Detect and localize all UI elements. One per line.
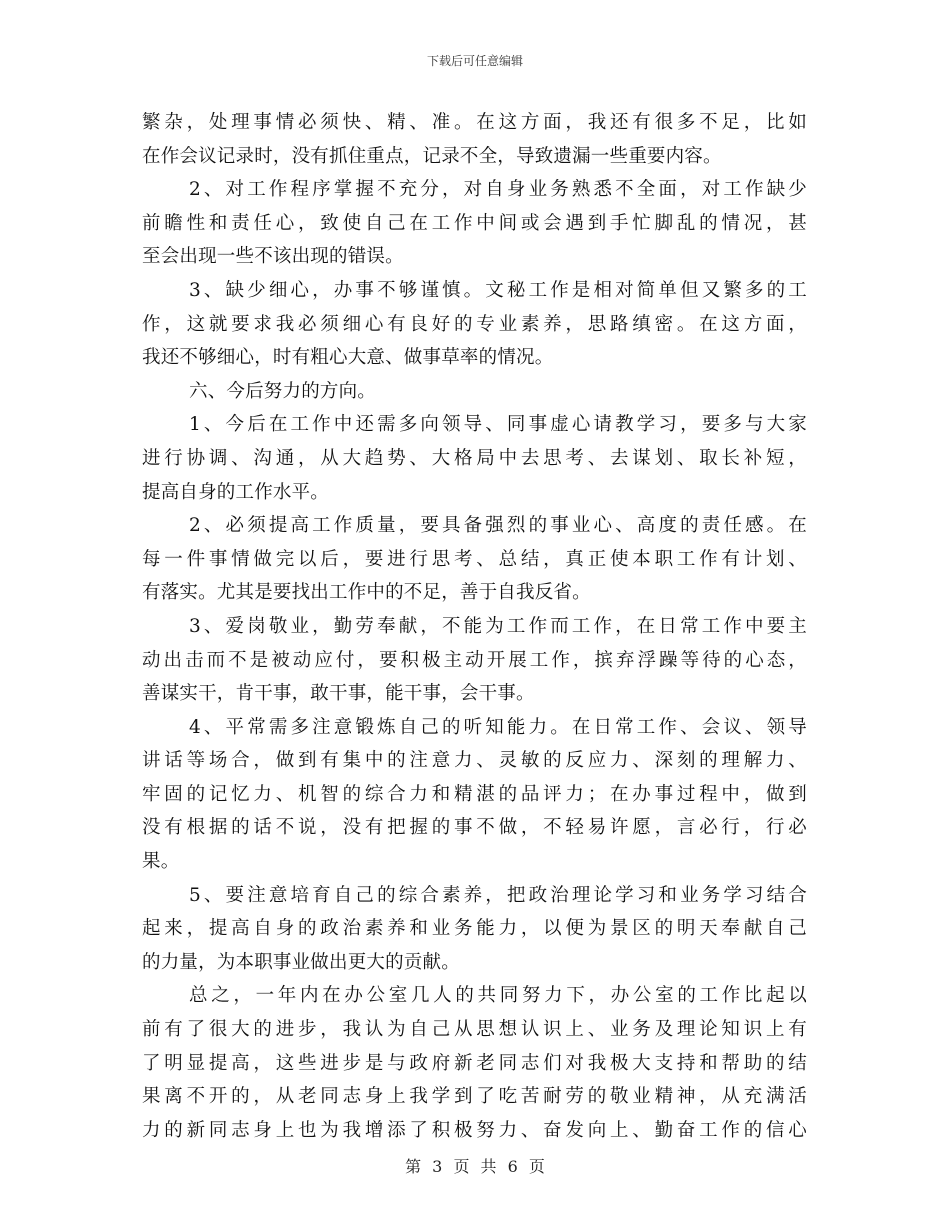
- text-line: 作，这就要求我必须细心有良好的专业素养，思路缜密。在这方面，: [142, 313, 807, 335]
- page-header: 下载后可任意编辑: [426, 54, 523, 68]
- text-line: 提高自身的工作水平。: [142, 481, 330, 503]
- text-line: 2、必须提高工作质量，要具备强烈的事业心、高度的责任感。在: [189, 515, 807, 537]
- text-line: 2、对工作程序掌握不充分，对自身业务熟悉不全面，对工作缺少: [189, 179, 807, 201]
- text-line: 起来，提高自身的政治素养和业务能力，以便为景区的明天奉献自己: [142, 918, 807, 940]
- text-line: 的力量，为本职事业做出更大的贡献。: [142, 951, 460, 973]
- text-line: 力的新同志身上也为我增添了积极努力、奋发向上、勤奋工作的信心: [142, 1119, 807, 1141]
- text-line: 进行协调、沟通，从大趋势、大格局中去思考、去谋划、取长补短，: [142, 447, 807, 469]
- text-line: 我还不够细心，时有粗心大意、做事草率的情况。: [142, 347, 554, 369]
- text-line: 善谋实干，肯干事，敢干事，能干事，会干事。: [142, 683, 535, 705]
- text-line: 总之，一年内在办公室几人的共同努力下，办公室的工作比起以: [189, 985, 807, 1007]
- text-line: 3、缺少细心，办事不够谨慎。文秘工作是相对简单但又繁多的工: [189, 279, 807, 301]
- text-line: 1、今后在工作中还需多向领导、同事虚心请教学习，要多与大家: [189, 414, 807, 436]
- text-line: 前有了很大的进步，我认为自己从思想认识上、业务及理论知识上有: [142, 1019, 807, 1041]
- text-line: 前瞻性和责任心，致使自己在工作中间或会遇到手忙脚乱的情况，甚: [142, 212, 807, 234]
- text-line: 至会出现一些不该出现的错误。: [142, 246, 404, 268]
- text-line: 牢固的记忆力、机智的综合力和精湛的品评力；在办事过程中，做到: [142, 783, 807, 805]
- text-line: 每一件事情做完以后，要进行思考、总结，真正使本职工作有计划、: [142, 548, 807, 570]
- text-line: 果离不开的，从老同志身上我学到了吃苦耐劳的敬业精神，从充满活: [142, 1086, 807, 1108]
- text-line: 有落实。尤其是要找出工作中的不足，善于自我反省。: [142, 582, 591, 604]
- text-line: 4、平常需多注意锻炼自己的听知能力。在日常工作、会议、领导: [189, 716, 807, 738]
- text-line: 在作会议记录时，没有抓住重点，记录不全，导致遗漏一些重要内容。: [142, 145, 722, 167]
- text-line: 3、爱岗敬业，勤劳奉献，不能为工作而工作，在日常工作中要主: [189, 615, 807, 637]
- text-line: 没有根据的话不说，没有把握的事不做，不轻易许愿，言必行，行必: [142, 817, 807, 839]
- text-line: 动出击而不是被动应付，要积极主动开展工作，摈弃浮躁等待的心态，: [142, 649, 807, 671]
- text-line: 繁杂，处理事情必须快、精、准。在这方面，我还有很多不足，比如: [142, 112, 807, 133]
- document-body: [142, 106, 807, 1147]
- text-line: 了明显提高，这些进步是与政府新老同志们对我极大支持和帮助的结: [142, 1052, 807, 1074]
- text-line: 果。: [142, 851, 180, 873]
- section-heading: 六、今后努力的方向。: [189, 380, 377, 402]
- text-line: 讲话等场合，做到有集中的注意力、灵敏的反应力、深刻的理解力、: [142, 750, 807, 772]
- page-number-footer: 第 3 页 共 6 页: [405, 1157, 545, 1176]
- text-line: 5、要注意培育自己的综合素养，把政治理论学习和业务学习结合: [189, 884, 807, 906]
